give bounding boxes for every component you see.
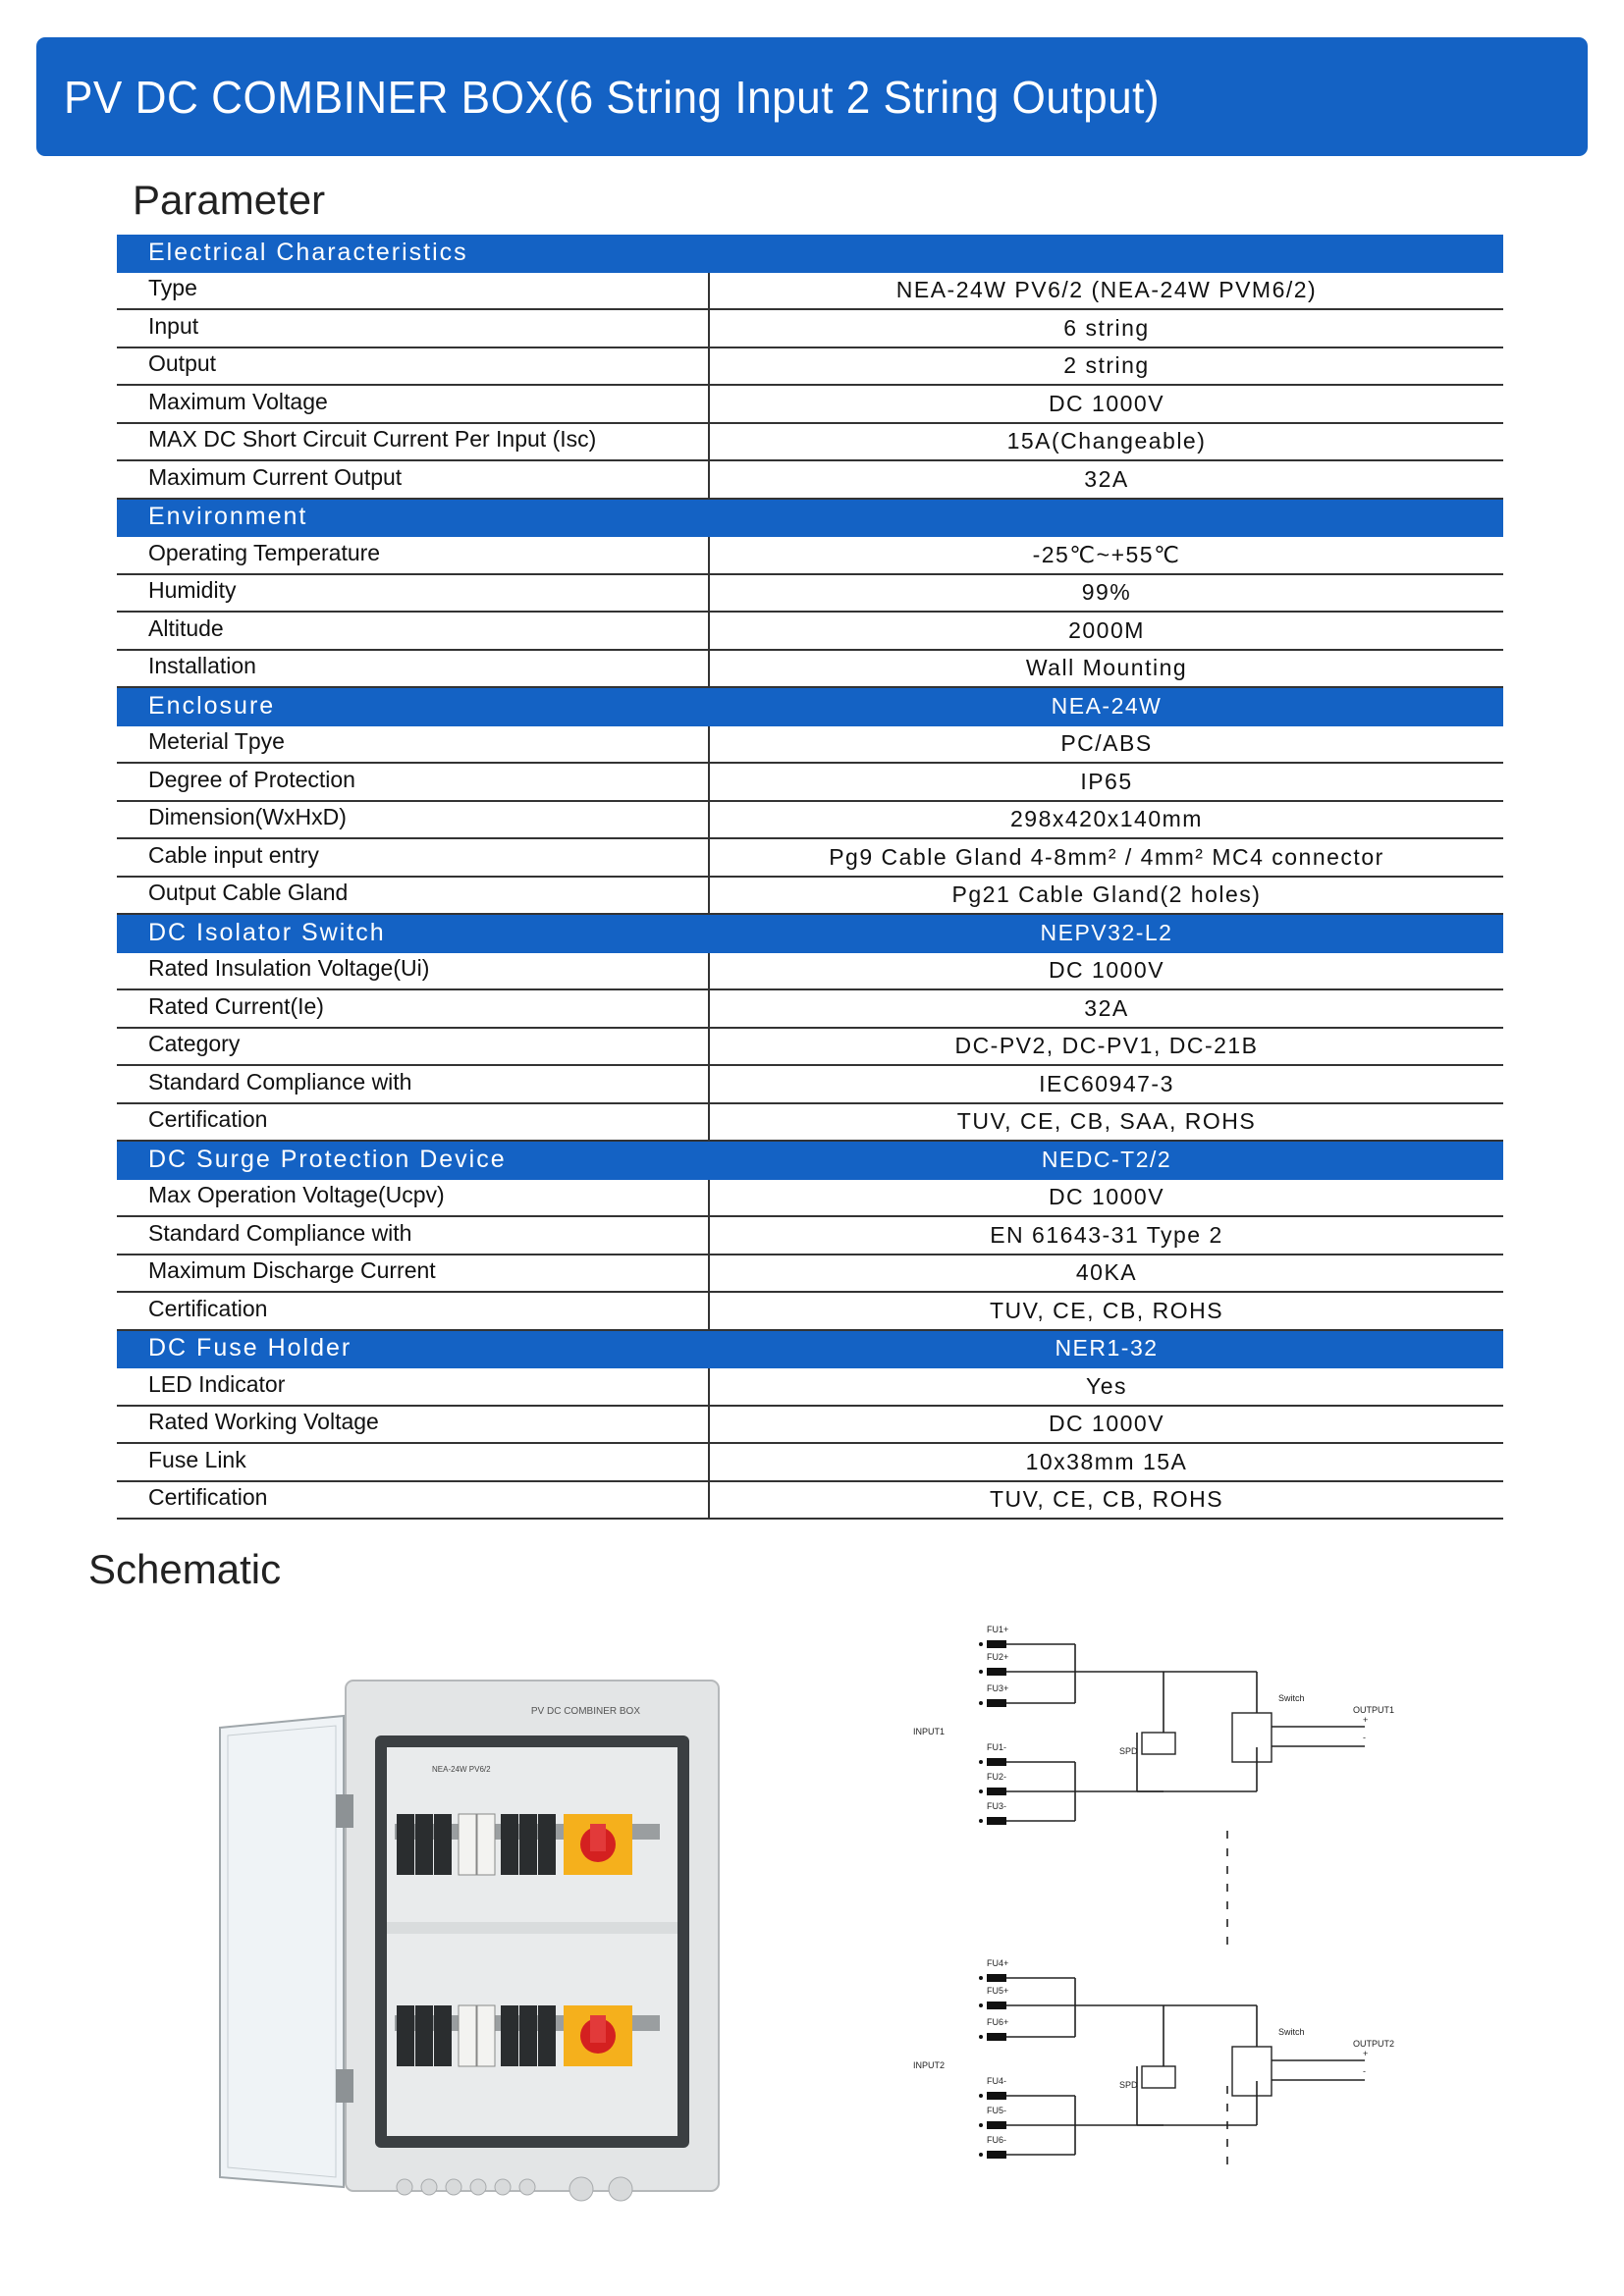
row-label: Output Cable Gland — [117, 878, 710, 914]
parameter-table — [117, 235, 1503, 1520]
row-value: IP65 — [1080, 768, 1133, 794]
row-label: Operating Temperature — [117, 537, 710, 573]
fuse-label: FU4+ — [987, 1958, 1009, 1968]
row-label: Certification — [117, 1482, 710, 1519]
row-label: Output — [117, 348, 710, 385]
terminal-dot — [979, 2035, 983, 2039]
section-header-label: DC Fuse Holder — [148, 1334, 352, 1362]
table-row — [117, 1444, 1503, 1482]
row-label: Type — [117, 273, 710, 309]
minus-label: - — [1363, 2066, 1366, 2076]
spd-symbol — [1142, 2066, 1175, 2088]
fuse-label: FU3+ — [987, 1683, 1009, 1693]
terminal-dot — [979, 2123, 983, 2127]
section-header — [117, 915, 1503, 953]
table-row — [117, 1293, 1503, 1331]
spd-label: SPD — [1119, 2080, 1138, 2090]
device-row-1 — [395, 1814, 660, 1875]
combiner-box-photo — [218, 1677, 725, 2207]
terminal-dot — [979, 1642, 983, 1646]
device-row-2 — [395, 2005, 660, 2066]
row-value: DC 1000V — [1048, 390, 1165, 416]
row-value: 6 string — [1063, 314, 1150, 341]
row-label: Meterial Tpye — [117, 726, 710, 763]
row-label: Maximum Discharge Current — [117, 1255, 710, 1292]
table-row — [117, 1482, 1503, 1521]
row-value: DC 1000V — [1048, 1411, 1165, 1437]
row-value: PC/ABS — [1060, 730, 1153, 757]
row-value: DC 1000V — [1048, 1184, 1165, 1210]
section-header-label: Electrical Characteristics — [148, 238, 468, 266]
schematic-heading: Schematic — [88, 1546, 282, 1592]
section-header — [117, 688, 1503, 726]
table-row — [117, 726, 1503, 765]
row-value: 32A — [1084, 465, 1129, 492]
row-label: Altitude — [117, 613, 710, 649]
table-row — [117, 461, 1503, 500]
fuse-label: FU5- — [987, 2106, 1006, 2115]
output-label: OUTPUT2 — [1353, 2039, 1395, 2049]
parameter-heading: Parameter — [133, 177, 326, 223]
table-row — [117, 575, 1503, 614]
switch-symbol — [1232, 2047, 1272, 2096]
row-value: Pg21 Cable Gland(2 holes) — [951, 881, 1262, 908]
row-label: Rated Insulation Voltage(Ui) — [117, 953, 710, 989]
table-row — [117, 348, 1503, 387]
table-row — [117, 537, 1503, 575]
row-value: 10x38mm 15A — [1025, 1448, 1188, 1474]
row-label: Installation — [117, 651, 710, 687]
fuse-label: FU2+ — [987, 1652, 1009, 1662]
row-label: Humidity — [117, 575, 710, 612]
input-label: INPUT1 — [913, 1727, 946, 1736]
row-label: Fuse Link — [117, 1444, 710, 1480]
fuse-label: FU1+ — [987, 1625, 1009, 1634]
row-value: IEC60947-3 — [1039, 1070, 1174, 1096]
switch-label: Switch — [1278, 2027, 1305, 2037]
row-label: Degree of Protection — [117, 764, 710, 800]
section-header-label: Environment — [148, 503, 308, 531]
table-row — [117, 990, 1503, 1029]
table-row — [117, 1217, 1503, 1255]
switch-symbol — [1232, 1713, 1272, 1762]
table-row — [117, 1066, 1503, 1104]
terminal-dot — [979, 1789, 983, 1793]
fuse-symbol — [987, 1788, 1006, 1795]
table-row — [117, 802, 1503, 840]
section-header — [117, 1331, 1503, 1369]
row-label: Maximum Current Output — [117, 461, 710, 498]
fuse-symbol — [987, 2002, 1006, 2009]
output-label: OUTPUT1 — [1353, 1705, 1395, 1715]
section-header-label: DC Surge Protection Device — [148, 1145, 507, 1173]
fuse-label: FU6+ — [987, 2017, 1009, 2027]
section-header-label: Enclosure — [148, 691, 276, 720]
fuse-symbol — [987, 2092, 1006, 2100]
fuse-label: FU3- — [987, 1801, 1006, 1811]
fuse-symbol — [987, 1758, 1006, 1766]
section-header — [117, 1142, 1503, 1180]
table-row — [117, 1255, 1503, 1294]
schematic-diagram — [913, 1625, 1424, 2263]
spd-symbol — [1142, 1733, 1175, 1754]
table-row — [117, 273, 1503, 311]
row-value: 2000M — [1068, 616, 1145, 643]
fuse-label: FU1- — [987, 1742, 1006, 1752]
row-value: 15A(Changeable) — [1006, 428, 1207, 454]
table-row — [117, 386, 1503, 424]
row-value: 99% — [1081, 579, 1132, 606]
row-label: Certification — [117, 1293, 710, 1329]
table-row — [117, 1407, 1503, 1445]
terminal-dot — [979, 1819, 983, 1823]
section-header-value: NEA-24W — [1051, 692, 1163, 719]
section-header-label: DC Isolator Switch — [148, 918, 386, 946]
row-label: Cable input entry — [117, 839, 710, 876]
table-row — [117, 1180, 1503, 1218]
row-value: 298x420x140mm — [1010, 806, 1203, 832]
table-row — [117, 764, 1503, 802]
section-header-value: NER1-32 — [1055, 1335, 1159, 1362]
switch-label: Switch — [1278, 1693, 1305, 1703]
table-row — [117, 953, 1503, 991]
fuse-symbol — [987, 1668, 1006, 1676]
table-row — [117, 1029, 1503, 1067]
table-row — [117, 878, 1503, 916]
row-value: TUV, CE, CB, ROHS — [989, 1297, 1224, 1323]
input-label: INPUT2 — [913, 2060, 946, 2070]
row-value: DC 1000V — [1048, 957, 1165, 984]
row-value: EN 61643-31 Type 2 — [990, 1221, 1223, 1248]
row-label: Max Operation Voltage(Ucpv) — [117, 1180, 710, 1216]
fuse-label: FU4- — [987, 2076, 1006, 2086]
model-label: NEA-24W PV6/2 — [432, 1765, 491, 1774]
table-row — [117, 1104, 1503, 1143]
row-label: MAX DC Short Circuit Current Per Input (Isc) — [117, 424, 710, 460]
table-row — [117, 424, 1503, 462]
row-value: 40KA — [1075, 1259, 1138, 1286]
row-label: Rated Current(Ie) — [117, 990, 710, 1027]
terminal-dot — [979, 1760, 983, 1764]
section-header-value: NEPV32-L2 — [1040, 919, 1173, 945]
row-label: Standard Compliance with — [117, 1066, 710, 1102]
terminal-dot — [979, 2094, 983, 2098]
page-title: PV DC COMBINER BOX(6 String Input 2 String Output) — [64, 71, 1161, 123]
terminal-dot — [979, 2153, 983, 2157]
row-label: Input — [117, 310, 710, 347]
table-row — [117, 1368, 1503, 1407]
row-label: LED Indicator — [117, 1368, 710, 1405]
terminal-dot — [979, 1976, 983, 1980]
terminal-dot — [979, 2003, 983, 2007]
title-banner — [36, 37, 1588, 156]
fuse-symbol — [987, 1974, 1006, 1982]
terminal-dot — [979, 1701, 983, 1705]
fuse-symbol — [987, 2033, 1006, 2041]
row-label: Category — [117, 1029, 710, 1065]
fuse-symbol — [987, 1640, 1006, 1648]
spd-label: SPD — [1119, 1746, 1138, 1756]
row-value: TUV, CE, CB, ROHS — [989, 1486, 1224, 1513]
row-value: 2 string — [1063, 352, 1150, 379]
row-label: Standard Compliance with — [117, 1217, 710, 1254]
row-value: Yes — [1085, 1372, 1128, 1399]
table-row — [117, 613, 1503, 651]
section-header — [117, 235, 1503, 273]
section-header-value: NEDC-T2/2 — [1041, 1146, 1172, 1172]
row-label: Dimension(WxHxD) — [117, 802, 710, 838]
fuse-symbol — [987, 1699, 1006, 1707]
table-row — [117, 651, 1503, 689]
box-label: PV DC COMBINER BOX — [530, 1706, 640, 1717]
fuse-symbol — [987, 2151, 1006, 2159]
row-value: 32A — [1084, 994, 1129, 1021]
fuse-label: FU6- — [987, 2135, 1006, 2145]
fuse-label: FU5+ — [987, 1986, 1009, 1996]
fuse-symbol — [987, 2121, 1006, 2129]
row-value: TUV, CE, CB, SAA, ROHS — [956, 1108, 1257, 1135]
plus-label: + — [1363, 2049, 1369, 2058]
row-label: Certification — [117, 1104, 710, 1141]
row-label: Rated Working Voltage — [117, 1407, 710, 1443]
section-header — [117, 500, 1503, 538]
row-value: Wall Mounting — [1025, 655, 1188, 681]
row-value: -25℃~+55℃ — [1032, 541, 1181, 567]
plus-label: + — [1363, 1715, 1369, 1725]
minus-label: - — [1363, 1733, 1366, 1742]
table-row — [117, 310, 1503, 348]
fuse-symbol — [987, 1817, 1006, 1825]
row-value: NEA-24W PV6/2 (NEA-24W PVM6/2) — [895, 277, 1318, 303]
row-label: Maximum Voltage — [117, 386, 710, 422]
row-value: DC-PV2, DC-PV1, DC-21B — [954, 1033, 1259, 1059]
terminal-dot — [979, 1670, 983, 1674]
row-value: Pg9 Cable Gland 4-8mm² / 4mm² MC4 connector — [829, 843, 1384, 870]
fuse-label: FU2- — [987, 1772, 1006, 1782]
table-row — [117, 839, 1503, 878]
